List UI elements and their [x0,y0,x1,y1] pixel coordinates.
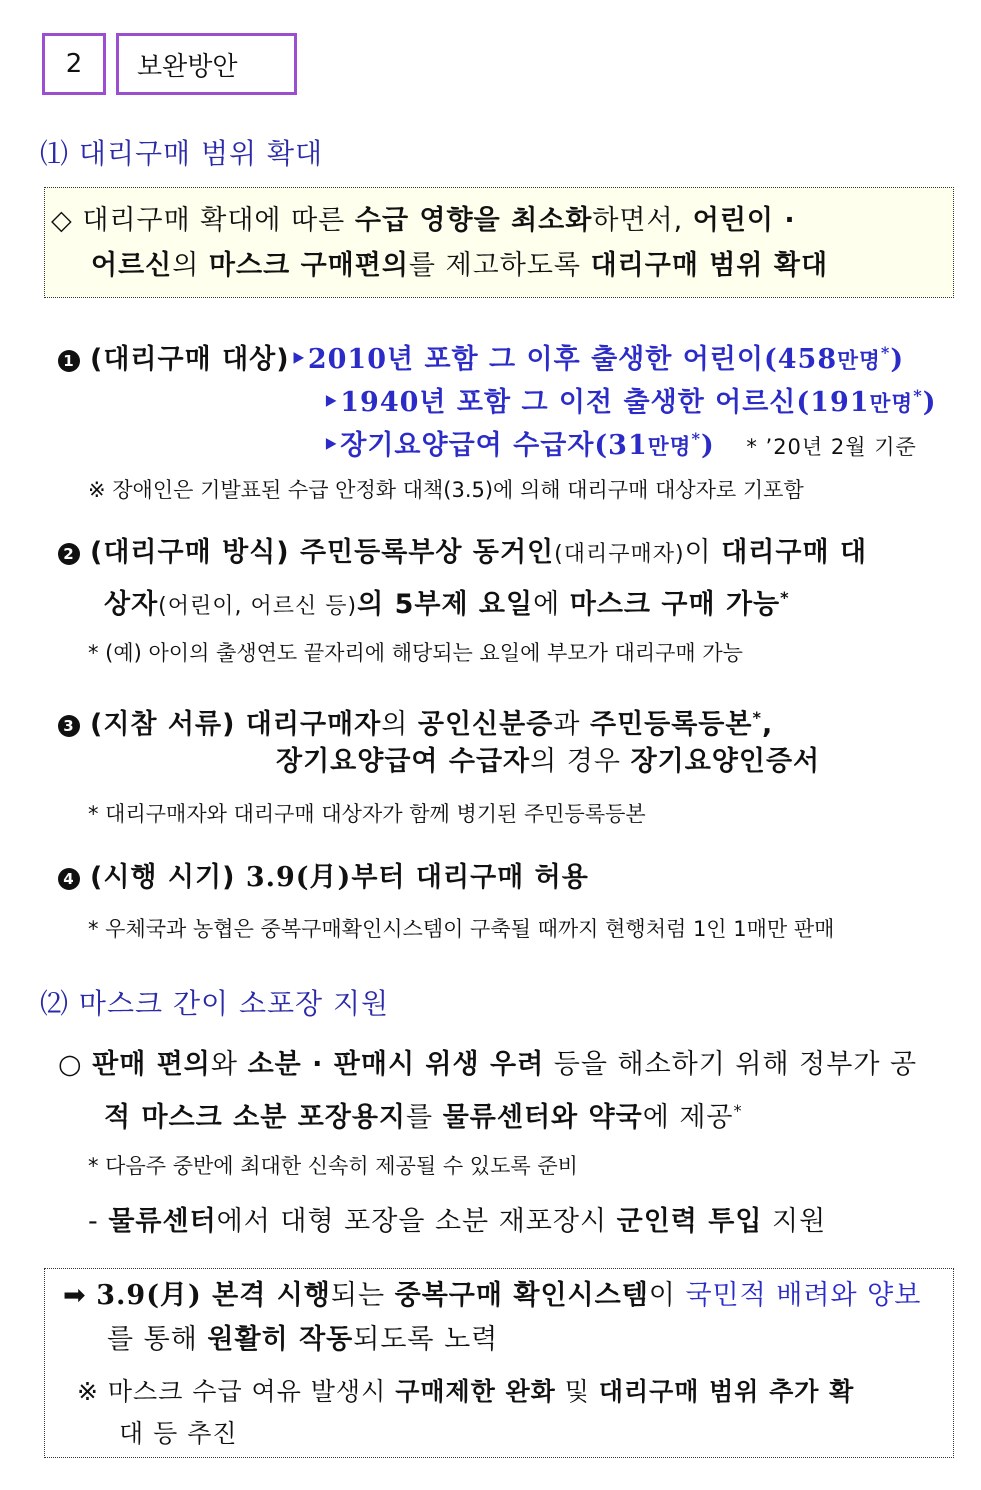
text: 마스크 구매 가능 [569,589,781,620]
text: 과 [553,709,590,740]
text: 상자 [104,589,159,620]
text: 물류센터와 약국 [442,1102,643,1133]
summary-box [44,187,954,298]
text: 물류센터 [108,1206,217,1237]
text: 대리구매 대 [721,537,868,568]
text: * [691,429,701,448]
text: 등을 해소하기 위해 정부가 공 [544,1049,918,1080]
text: 적 마스크 소분 포장용지 [104,1102,407,1133]
text: 의 [381,709,418,740]
circle-bullet-icon: ○ [58,1049,83,1080]
item-2-line-2 [104,575,790,630]
section-title-box [116,33,297,95]
bullet-2-icon: 2 [58,543,80,565]
bullet-1-icon: 1 [58,350,80,372]
text: (어린이, 어르신 등) [158,594,358,619]
section-title: 보완방안 [137,51,238,82]
text: 를 통해 [107,1324,208,1355]
text: 대리구매 범위 확대 [590,250,829,281]
item-label: (대리구매 대상) [90,344,290,375]
conclusion-box [44,1268,954,1458]
text: 의 5부제 요일 [357,589,534,620]
text: (대리구매자) [554,542,685,567]
text: 지원 [762,1206,827,1237]
text: 하면서, [592,205,693,236]
text: 원활히 작동 [207,1324,354,1355]
text: 와 [210,1049,248,1080]
text: * [780,588,790,607]
subsection-2-title: ⑵ 마스크 간이 소포장 지원 [40,987,390,1020]
text: 에서 대형 포장을 소분 재포장시 [216,1206,617,1237]
text: 군인력 투입 [616,1206,763,1237]
subsection-1-title: ⑴ 대리구매 범위 확대 [40,137,324,170]
text: * [880,343,891,362]
s2-item-2 [88,1199,826,1245]
item-4-line-1 [58,855,589,901]
text: 되도록 노력 [353,1324,499,1355]
item-1-note: ※ 장애인은 기발표된 수급 안정화 대책(3.5)에 의해 대리구매 대상자로 기포함 [88,478,804,502]
item-3-line-2 [276,739,820,785]
text: 대리구매 범위 추가 확 [598,1377,855,1406]
text: 이 [648,1280,686,1311]
text: 부터 [351,862,416,893]
text: 를 제고하도록 [408,250,591,281]
text: (지참 서류) 대리구매자 [90,709,382,740]
text: 판매 편의 [92,1049,211,1080]
text: * [733,1101,743,1120]
section-number: 2 [65,49,83,79]
item-1-line-3 [322,416,917,471]
s2-item-1-line-2 [104,1088,743,1141]
text: 본격 시행 [201,1280,331,1311]
text: 공인신분증 [417,709,554,740]
text: 중복구매 확인시스템 [394,1280,649,1311]
text: 마스크 구매편의 [208,250,409,281]
conclusion-line-1 [63,1273,921,1319]
item-2-note: * (예) 아이의 출생연도 끝자리에 해당되는 요일에 부모가 대리구매 가능 [88,641,743,665]
text: * [752,708,762,727]
text: 주민등록등본 [589,709,753,740]
text: 및 [555,1377,599,1406]
s2-item-1-note: * 다음주 중반에 최대한 신속히 제공될 수 있도록 준비 [88,1154,578,1178]
text: 구매제한 완화 [395,1377,556,1406]
text: 되는 [330,1280,395,1311]
section-number-box [42,33,106,95]
text: 대리구매 확대에 따른 [82,205,355,236]
text: 수급 영향을 최소화 [354,205,593,236]
conclusion-note-line-1 [77,1369,854,1415]
text: 만명 [869,392,914,417]
text: 장기요양급여 수급자 [276,746,531,777]
text: 3.9(月) [245,862,352,893]
text: 만명 [837,349,881,374]
text: ) [922,387,937,418]
item-2-line-1 [58,530,958,578]
text: 의 경우 [530,746,631,777]
text: 3.9(月) [96,1280,202,1311]
text: 국민적 배려와 양보 [685,1280,922,1311]
text: (31 [594,430,648,461]
bullet-3-icon: 3 [58,715,80,737]
text: 에 [533,589,570,620]
text: (시행 시기) [90,862,246,893]
text: 소분 · 판매시 위생 우려 [247,1049,545,1080]
text: ‣장기요양급여 수급자 [322,430,595,461]
conclusion-line-2 [107,1317,498,1363]
bullet-4-icon: 4 [58,868,80,890]
text: ) [700,430,715,461]
text: 어린이 · [692,205,796,236]
arrow-icon: ➡ [63,1280,87,1311]
text: ) [890,344,905,375]
text: 이 [684,537,722,568]
text: 에 제공 [642,1102,734,1133]
s2-item-1-line-1 [58,1042,958,1088]
text: 만명 [647,435,692,460]
item-3-note: * 대리구매자와 대리구매 대상자가 함께 병기된 주민등록등본 [88,802,646,826]
text: 장기요양인증서 [630,746,821,777]
text: (458 [763,344,838,375]
text: 의 [172,250,209,281]
text: ‣1940년 포함 그 이전 출생한 어르신 [322,387,797,418]
item-4-note: * 우체국과 농협은 중복구매확인시스템이 구축될 때까지 현행처럼 1인 1매만 판매 [88,917,835,941]
summary-line-2 [91,243,828,289]
conclusion-note-line-2: 대 등 추진 [119,1419,238,1448]
text: ※ 마스크 수급 여유 발생시 [77,1377,396,1406]
text: 대리구매 허용 [415,862,589,893]
text: * [913,386,923,405]
summary-line-1 [51,198,796,244]
text: 어르신 [91,250,173,281]
text: (191 [796,387,870,418]
text: 를 [406,1102,443,1133]
text: , [761,709,774,740]
diamond-icon: ◇ [51,205,73,236]
text: ‣2010년 포함 그 이후 출생한 어린이 [289,344,764,375]
footnote: * ’20년 2월 기준 [746,435,917,459]
text: - [88,1206,109,1237]
text: (대리구매 방식) 주민등록부상 동거인 [90,537,555,568]
